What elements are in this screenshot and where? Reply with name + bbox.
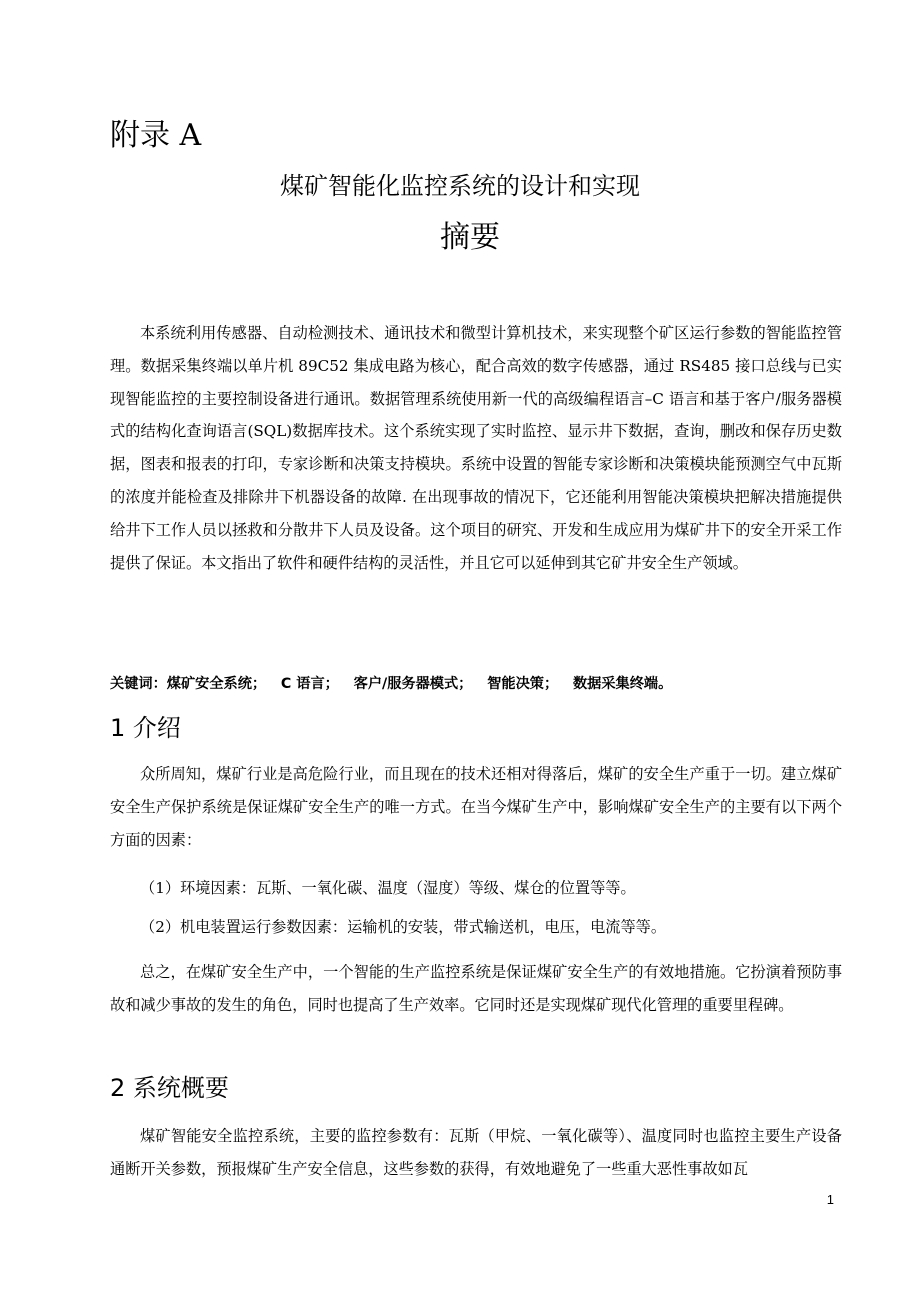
factor-item: （2）机电装置运行参数因素：运输机的安装，带式输送机，电压，电流等等。	[140, 918, 667, 936]
abstract-heading: 摘要	[440, 220, 500, 255]
appendix-label: 附录 A	[110, 118, 202, 153]
introduction-paragraph: 众所周知，煤矿行业是高危险行业，而且现在的技术还相对得落后，煤矿的安全生产重于一切。建立煤矿安全生产保护系统是保证煤矿安全生产的唯一方式。在当今煤矿生产中，影响煤矿安全生产的主要有以下两个方面的因素：	[110, 765, 842, 849]
keywords	[110, 670, 850, 698]
paper-title: 煤矿智能化监控系统的设计和实现	[280, 172, 640, 200]
keyword-item: 数据采集终端。	[572, 676, 673, 692]
keyword-item: C 语言；	[280, 676, 339, 692]
conclusion-paragraph: 总之，在煤矿安全生产中，一个智能的生产监控系统是保证煤矿安全生产的有效地措施。它扮演着预防事故和减少事故的发生的角色，同时也提高了生产效率。它同时还是实现煤矿现代化管理的重要里程碑。	[110, 963, 842, 1014]
factor-item: （1）环境因素：瓦斯、一氧化碳、温度（湿度）等级、煤仓的位置等等。	[140, 879, 636, 897]
keyword-item: 智能决策；	[487, 676, 559, 692]
keyword-item: 客户/服务器模式；	[353, 676, 473, 692]
keyword-item: 煤矿安全系统；	[166, 676, 267, 692]
system-overview-paragraph: 煤矿智能安全监控系统，主要的监控参数有：瓦斯（甲烷、一氧化碳等）、温度同时也监控主要生产设备通断开关参数，预报煤矿生产安全信息，这些参数的获得，有效地避免了一些重大恶性事故如瓦	[110, 1127, 842, 1178]
page-number: 1	[826, 1192, 834, 1207]
keywords-label: 关键词：	[110, 676, 167, 692]
section-heading-system-overview: 2 系统概要	[110, 1074, 229, 1102]
section-heading-introduction: 1 介绍	[110, 714, 181, 742]
abstract-text: 本系统利用传感器、自动检测技术、通讯技术和微型计算机技术，来实现整个矿区运行参数的智能监控管理。数据采集终端以单片机 89C52 集成电路为核心，配合高效的数字传感器，通过 RS485 接口总线与已实现智能监控的主要控制设备进行通讯。数据管理系统使用新一代的高级编程语言–C 语言和基于客户/服务器模式的结构化查询语言(SQL)数据库技术。这个系统实现了实时监控、显示井下数据，查询，删改和保存历史数据，图表和报表的打印，专家诊断和决策支持模块。系统中设置的智能专家诊断和决策模块能预测空气中瓦斯的浓度并能检查及排除井下机器设备的故障. 在出现事故的情况下，它还能利用智能决策模块把解决措施提供给井下工作人员以拯救和分散井下人员及设备。这个项目的研究、开发和生成应用为煤矿井下的安全开采工作提供了保证。本文指出了软件和硬件结构的灵活性，并且它可以延伸到其它矿井安全生产领域。	[110, 324, 842, 572]
